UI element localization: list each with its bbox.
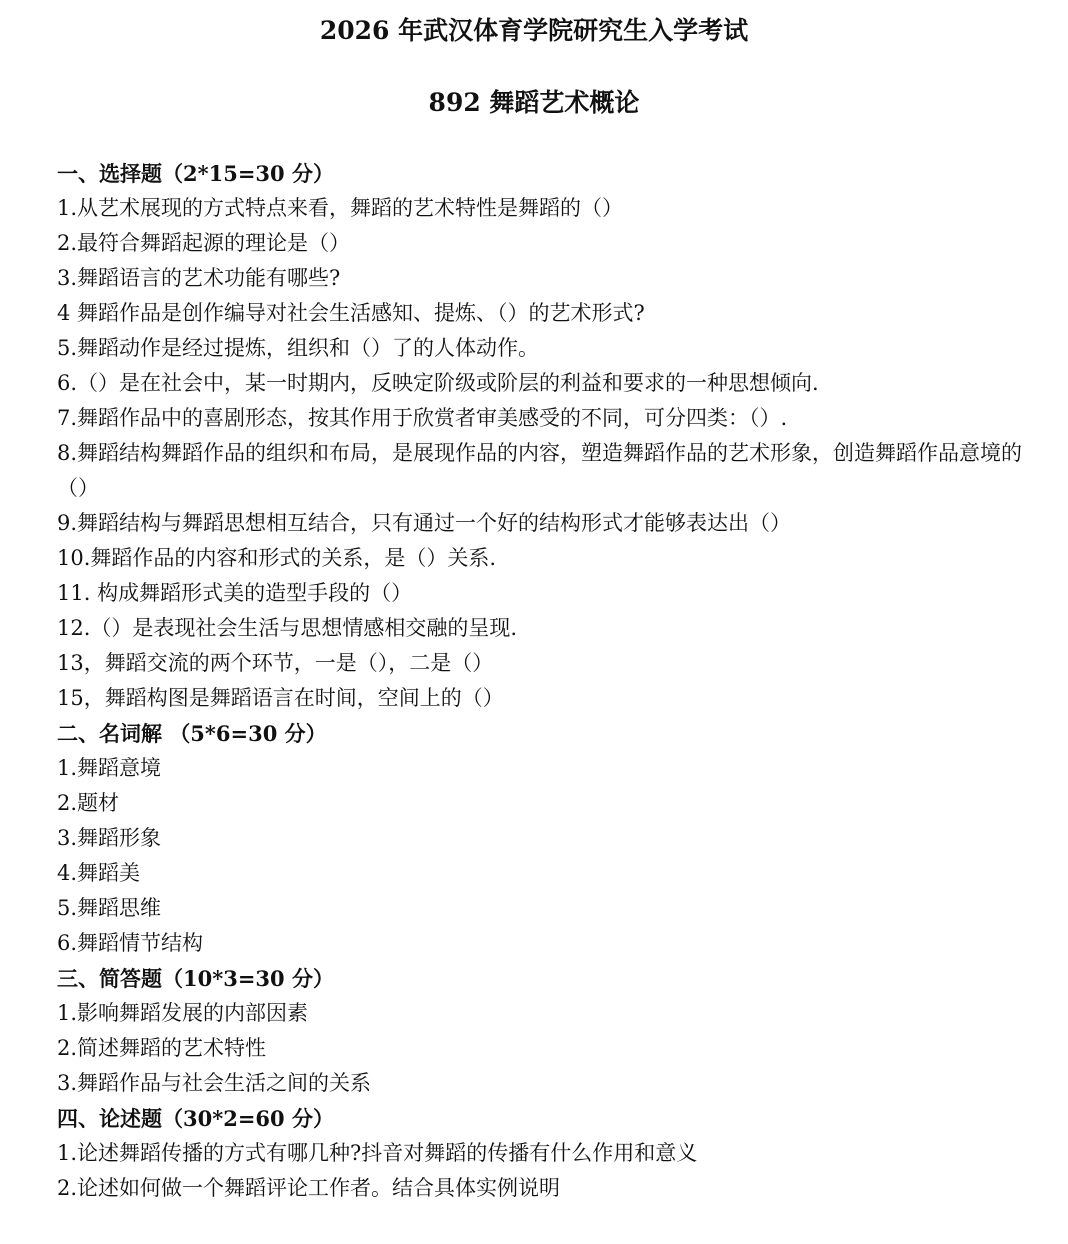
question-item: 1.从艺术展现的方式特点来看，舞蹈的艺术特性是舞蹈的（） [57,196,624,220]
question-item: 4 舞蹈作品是创作编导对社会生活感知、提炼、（）的艺术形式? [57,301,645,325]
question-item: 1.舞蹈意境 [57,756,162,780]
question-item: 2.论述如何做一个舞蹈评论工作者。结合具体实例说明 [57,1176,561,1200]
exam-body [57,156,1047,1206]
question-item: 6.（）是在社会中，某一时期内，反映定阶级或阶层的利益和要求的一种思想倾向. [57,371,819,395]
section-heading-essay: 四、论述题（30*2=60 分） [57,1106,334,1131]
question-item: 3.舞蹈作品与社会生活之间的关系 [57,1071,372,1095]
exam-title: 2026 年武汉体育学院研究生入学考试 [319,16,749,45]
question-item: 2.题材 [57,791,120,815]
question-item: 13，舞蹈交流的两个环节，一是（），二是（） [57,651,494,675]
question-item: 12.（）是表现社会生活与思想情感相交融的呈现. [57,616,518,640]
question-item: 15，舞蹈构图是舞蹈语言在时间，空间上的（） [57,686,504,710]
section-heading-terms: 二、名词解 （5*6=30 分） [57,721,327,746]
question-item: 3.舞蹈语言的艺术功能有哪些? [57,266,341,290]
question-item: 2.简述舞蹈的艺术特性 [57,1036,267,1060]
question-item: 4.舞蹈美 [57,861,141,885]
question-item: 3.舞蹈形象 [57,826,162,850]
question-item: 5.舞蹈动作是经过提炼，组织和（）了的人体动作。 [57,336,540,360]
exam-subtitle: 892 舞蹈艺术概论 [428,88,640,117]
question-item: 5.舞蹈思维 [57,896,162,920]
question-item: 9.舞蹈结构与舞蹈思想相互结合，只有通过一个好的结构形式才能够表达出（） [57,511,792,535]
question-item: 10.舞蹈作品的内容和形式的关系，是（）关系. [57,546,497,570]
question-item: 6.舞蹈情节结构 [57,931,204,955]
question-item: 1.论述舞蹈传播的方式有哪几种?抖音对舞蹈的传播有什么作用和意义 [57,1141,698,1165]
section-heading-choice: 一、选择题（2*15=30 分） [57,161,334,186]
question-item: 2.最符合舞蹈起源的理论是（） [57,231,351,255]
question-item: 1.影响舞蹈发展的内部因素 [57,1001,309,1025]
question-item: 8.舞蹈结构舞蹈作品的组织和布局，是展现作品的内容，塑造舞蹈作品的艺术形象，创造舞蹈作品意境的（） [57,441,1023,500]
question-item: 11. 构成舞蹈形式美的造型手段的（） [57,581,413,605]
question-item: 7.舞蹈作品中的喜剧形态，按其作用于欣赏者审美感受的不同，可分四类：（）. [57,406,788,430]
section-heading-short-answer: 三、简答题（10*3=30 分） [57,966,334,991]
